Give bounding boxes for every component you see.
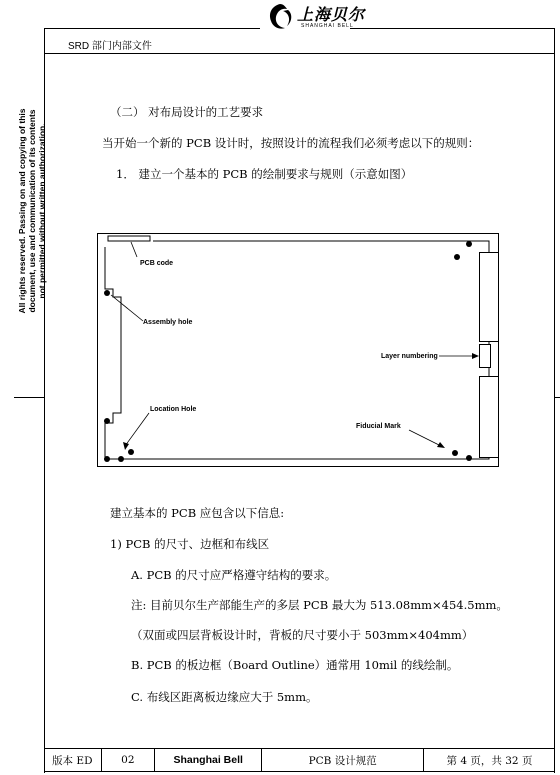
- header-rule-right: [350, 28, 555, 29]
- fiducial-dot: [454, 254, 460, 260]
- label-fiducial-mark: Fiducial Mark: [356, 423, 401, 430]
- margin-rule-left: [14, 397, 45, 398]
- fiducial-dot: [452, 450, 458, 456]
- fiducial-dot: [466, 241, 472, 247]
- layer-numbering-block: [479, 344, 491, 368]
- note-text-2: （双面或四层背板设计时，背板的尺寸要小于 503mm×404mm）: [131, 628, 474, 642]
- section-heading: （二） 对布局设计的工艺要求: [110, 105, 264, 119]
- header-rule-left: [44, 28, 260, 29]
- subitem-b: B. PCB 的板边框（Board Outline）通常用 10mil 的线绘制。: [131, 658, 459, 672]
- intro-text: 当开始一个新的 PCB 设计时，按照设计的流程我们必须考虑以下的规则：: [102, 136, 480, 150]
- footer-edition-label: 版本 ED: [44, 749, 102, 771]
- footer-company: Shanghai Bell: [155, 749, 262, 771]
- connector-top: [479, 252, 499, 342]
- copyright-notice: [17, 61, 47, 361]
- location-hole-dot: [104, 418, 110, 424]
- note-text: 注: 目前贝尔生产部能生产的多层 PCB 最大为 513.08mm×454.5mm。: [131, 598, 508, 612]
- label-assembly-hole: Assembly hole: [143, 319, 193, 326]
- subitem-1: 1) PCB 的尺寸、边框和布线区: [110, 537, 270, 551]
- document-classification: SRD 部门内部文件: [68, 41, 152, 52]
- item-1: 1． 建立一个基本的 PCB 的绘制要求与规则（示意如图）: [116, 167, 413, 181]
- fiducial-dot: [466, 455, 472, 461]
- logo-english: SHANGHAI BELL: [301, 23, 354, 29]
- location-hole-dot: [104, 456, 110, 462]
- copyright-line-2: document, use and communication of its contents: [27, 109, 37, 313]
- label-location-hole: Location Hole: [150, 406, 197, 413]
- assembly-hole-dot: [104, 290, 110, 296]
- pcb-outline-drawing: [97, 233, 499, 467]
- header-divider: [44, 53, 555, 54]
- connector-bottom: [479, 376, 499, 458]
- subitem-a: A. PCB 的尺寸应严格遵守结构的要求。: [131, 568, 337, 582]
- fiducial-dot: [128, 449, 134, 455]
- basic-info-text: 建立基本的 PCB 应包含以下信息:: [110, 506, 285, 520]
- page-border-right: [554, 28, 555, 773]
- copyright-line-1: All rights reserved. Passing on and copying of this: [17, 108, 27, 314]
- shanghai-bell-logo-icon: [265, 3, 295, 31]
- copyright-line-3: not permitted without written authorization.: [37, 123, 47, 299]
- footer-edition: 02: [102, 749, 156, 771]
- label-layer-numbering: Layer numbering: [381, 353, 438, 360]
- label-pcb-code: PCB code: [140, 260, 174, 267]
- assembly-hole-dot: [118, 456, 124, 462]
- footer-title: PCB 设计规范: [262, 749, 424, 771]
- footer-table: [44, 748, 555, 772]
- margin-rule-right: [554, 397, 560, 398]
- subitem-c: C. 布线区距离板边缘应大于 5mm。: [131, 690, 318, 704]
- logo-chinese: 上海贝尔: [297, 5, 366, 24]
- footer-page: 第 4 页，共 32 页: [446, 754, 533, 767]
